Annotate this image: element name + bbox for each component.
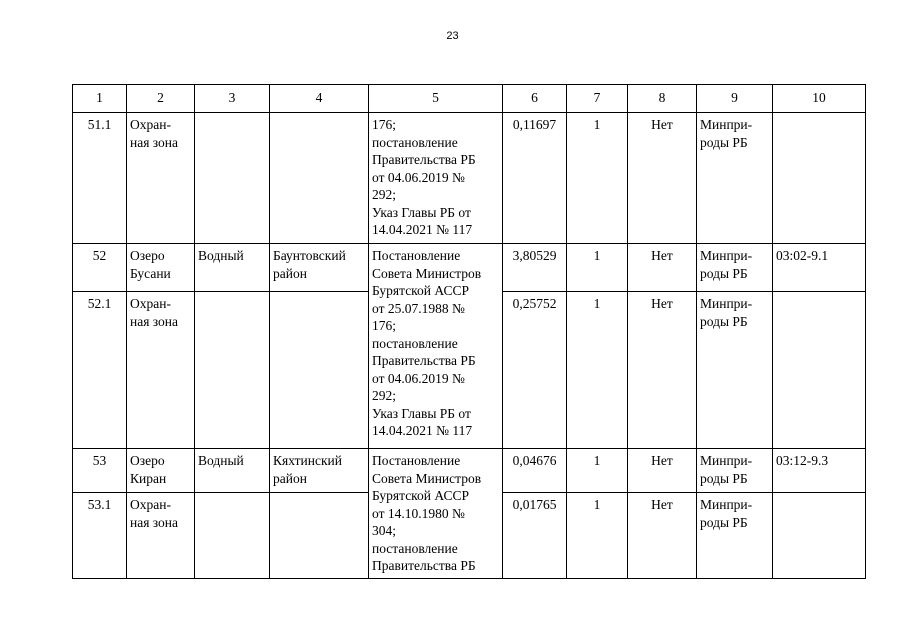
header-cell: 4 [270, 85, 369, 113]
page-number: 23 [446, 30, 459, 42]
table-row [73, 449, 866, 493]
col7-value: 1 [567, 449, 628, 493]
row-number: 53 [73, 449, 127, 493]
col8-value: Нет [628, 493, 697, 579]
area-value: 0,11697 [503, 113, 567, 244]
owner: Минпри- роды РБ [697, 493, 773, 579]
object-type [195, 113, 270, 244]
code: 03:12-9.3 [773, 449, 866, 493]
code: 03:02-9.1 [773, 244, 866, 292]
row-number: 53.1 [73, 493, 127, 579]
header-cell: 7 [567, 85, 628, 113]
legal-basis: Постановление Совета Министров Бурятской АССР от 25.07.1988 № 176; постановление Правительства РБ от 04.06.2019 № 292; Указ Главы РБ от 14.04.2021 № 117 [369, 244, 503, 449]
legal-basis: Постановление Совета Министров Бурятской АССР от 14.10.1980 № 304; постановление Правительства РБ [369, 449, 503, 579]
col8-value: Нет [628, 292, 697, 449]
object-name: Охран- ная зона [127, 292, 195, 449]
row-number: 51.1 [73, 113, 127, 244]
header-cell: 6 [503, 85, 567, 113]
table-row [73, 244, 866, 292]
district [270, 292, 369, 449]
table-row [73, 113, 866, 244]
district [270, 113, 369, 244]
object-name [127, 113, 195, 244]
district: Кяхтинский район [270, 449, 369, 493]
col7-value: 1 [567, 113, 628, 244]
owner: Минпри- роды РБ [697, 449, 773, 493]
object-name: Охран- ная зона [127, 493, 195, 579]
header-row [73, 85, 866, 113]
object-name-line: ная зона [130, 134, 179, 150]
object-name-line: Охран- [130, 117, 171, 132]
col7-value: 1 [567, 244, 628, 292]
owner: Минпри- роды РБ [697, 292, 773, 449]
header-cell: 9 [697, 85, 773, 113]
object-name: Озеро Киран [127, 449, 195, 493]
object-type: Водный [195, 449, 270, 493]
row-number: 52 [73, 244, 127, 292]
header-cell: 5 [369, 85, 503, 113]
owner: Минпри- роды РБ [697, 113, 773, 244]
col8-value: Нет [628, 113, 697, 244]
area-value: 0,04676 [503, 449, 567, 493]
district: Баунтовский район [270, 244, 369, 292]
header-cell: 3 [195, 85, 270, 113]
row-number: 52.1 [73, 292, 127, 449]
owner: Минпри- роды РБ [697, 244, 773, 292]
object-type [195, 292, 270, 449]
header-cell: 2 [127, 85, 195, 113]
header-cell: 10 [773, 85, 866, 113]
header-cell: 1 [73, 85, 127, 113]
col7-value: 1 [567, 292, 628, 449]
code [773, 292, 866, 449]
code [773, 493, 866, 579]
code [773, 113, 866, 244]
legal-basis: 176; постановление Правительства РБ от 04.06.2019 № 292; Указ Главы РБ от 14.04.2021 № 117 [369, 113, 503, 244]
area-value: 0,25752 [503, 292, 567, 449]
district [270, 493, 369, 579]
area-value: 3,80529 [503, 244, 567, 292]
area-value: 0,01765 [503, 493, 567, 579]
object-name: Озеро Бусани [127, 244, 195, 292]
col8-value: Нет [628, 449, 697, 493]
header-cell: 8 [628, 85, 697, 113]
col8-value: Нет [628, 244, 697, 292]
col7-value: 1 [567, 493, 628, 579]
registry-table [72, 84, 866, 579]
object-type: Водный [195, 244, 270, 292]
object-type [195, 493, 270, 579]
